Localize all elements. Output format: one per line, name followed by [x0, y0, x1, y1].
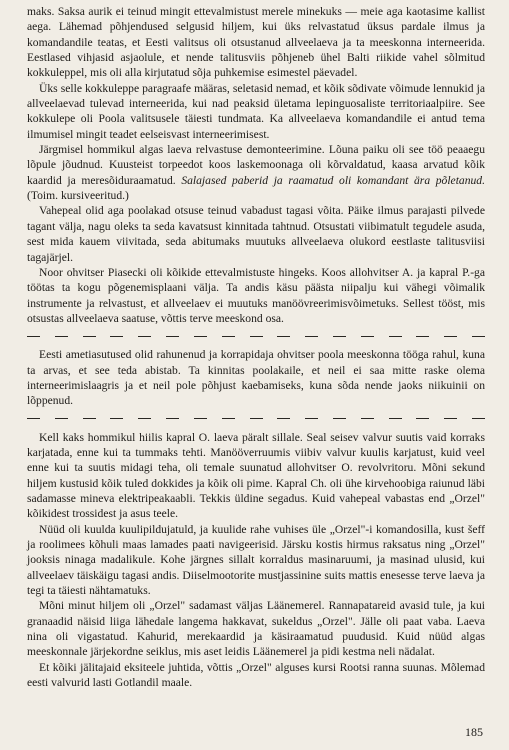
italic-text: Salajased paberid ja raamatud oli komandant ära põletanud. [181, 173, 486, 187]
paragraph: Üks selle kokkuleppe paragraafe määras, seletasid nemad, et kõik sõdivate võimude lennukid ja allveelaevad tulevad interneerida, kui nad peaksid ületama lepinguosaliste territoriaalpiire. See kokkulepe oli Poola valitsusele täiesti tundmata. Ka allveelaeva komandandile ei antud tema ilmumisel mingit teadet eelseisvast interneerimisest. [27, 81, 485, 141]
paragraph: Noor ohvitser Piasecki oli kõikide ettevalmistuste hingeks. Koos allohvitser A. ja kapral P.-ga töötas ta kogu põgenemisplaani välja. Ta andis käsu päästa niipalju kui vähegi võimalik instrumente ja relvastust, et allveelaev ei muutuks manöövreerimisvõimetuks. Sellest tööst, mis otsustas allveelaeva saatuse, võttis terve meeskond osa. [27, 265, 485, 325]
section-divider [27, 414, 485, 424]
paragraph: Mõni minut hiljem oli „Orzel" sadamast väljas Läänemerel. Rannapatareid avasid tule, ja kui granaadid näisid liiga lähedale langema hakkavat, sukeldus „Orzel". Jälle oli paat vaba. Laeva nina oli vigastatud. Kahurid, merekaardid ja käsiraamatud puudusid. Kuid nüüd algas meeskonnale järjekordne seiklus, mis aset leidis Läänemerel ja pidi kestma neli nädalat. [27, 599, 485, 659]
page-number: 185 [465, 725, 483, 739]
paragraph-text: Järgmisel hommikul algas laeva relvastuse demonteerimine. Lõuna paiku oli see töö peaaegu lõpule jõudnud. Kuusteist torpeedot koos laskemoonaga oli kõrvaldatud, kaasa arvatud kõik kaardid ja meresõiduraamatud. [27, 143, 485, 187]
paragraph: Eesti ametiasutused olid rahunenud ja korrapidaja ohvitser poola meeskonna tööga rahul, kuna ta arvas, et see teda abistab. Ta kinnitas poolakaile, et neil ei saa mitte raske olema interneerimislaagris ja et neil pole põhjust kaebamiseks, kuna sõda nende jaoks niikuinii on lõppenud. [27, 348, 485, 408]
paragraph-text: (Toim. kursiveeritud.) [27, 189, 129, 203]
paragraph: Vahepeal olid aga poolakad otsuse teinud vabadust tagasi võita. Päike ilmus parajasti pilvede tagant välja, nagu oleks ta seda kavatsust kinnitada tahtnud. Otsustati viibimatult tegudele asuda, sest mida kauem viivitada, seda abitumaks muutuks allveelaeva olukord eestlaste talitusviisi tagajärjel. [27, 204, 485, 264]
paragraph: maks. Saksa aurik ei teinud mingit ettevalmistust merele minekuks — meie aga kaotasime kallist aega. Lähemad põhjendused selgusid hiljem, kui üks relvastatud üksus pardale ilmus ja komandandile teatas, et Eesti valitsus oli otsustanud allveelaeva ja ta meeskonna interneerida. Eestlased vihjasid asjaolule, et nende talitusviis põhjeneb ühel Balti riikide vahel sõlmitud kokkuleppel, mis oli alla kirjutatud sõja puhkemise esimestel päevadel. [27, 5, 485, 80]
paragraph: Kell kaks hommikul hiilis kapral O. laeva päralt sillale. Seal seisev valvur suutis vaid korraks karjatada, enne kui ta tummaks tehti. Manööverruumis viibiv valvur kuulis karjatust, kuid veel enne kui ta suutis midagi teha, oli temale suunatud allohvitser O. revolvritoru. Mõni sekund hiljem kustusid kõik tuled dokkides ja kõik oli pime. Kapral Ch. oli ühe kirvehoobiga raiunud läbi sadamasse mineva elektripeakaabli. Tekkis üldine segadus. Kuid vahepeal vabastas end „Orzel" kõikidest trossidest ja asus teele. [27, 430, 485, 521]
body-text [27, 4, 485, 690]
paragraph: Et kõiki jälitajaid eksiteele juhtida, võttis „Orzel" alguses kursi Rootsi ranna suunas. Mõlemad eesti valvurid lasti Gotlandil maale. [27, 660, 485, 690]
paragraph [27, 142, 485, 203]
paragraph: Nüüd oli kuulda kuulipildujatuld, ja kuulide rahe vuhises üle „Orzel"-i komandosilla, kust šeff ja roolimees kõhuli maas lamades paati navigeerisid. Järsku kostis hirmus raksatus ning „Orzel" jooksis ninaga madalikule. Kohe järgnes sillalt korraldus masinaruumi, ja masinad ulusid, kui allveelaev täiskäigu tagasi andis. Diiselmootorite mustjassinine suits mattis enesesse terve laeva ja tegi ta täiesti nähtamatuks. [27, 522, 485, 598]
section-divider [27, 331, 485, 341]
